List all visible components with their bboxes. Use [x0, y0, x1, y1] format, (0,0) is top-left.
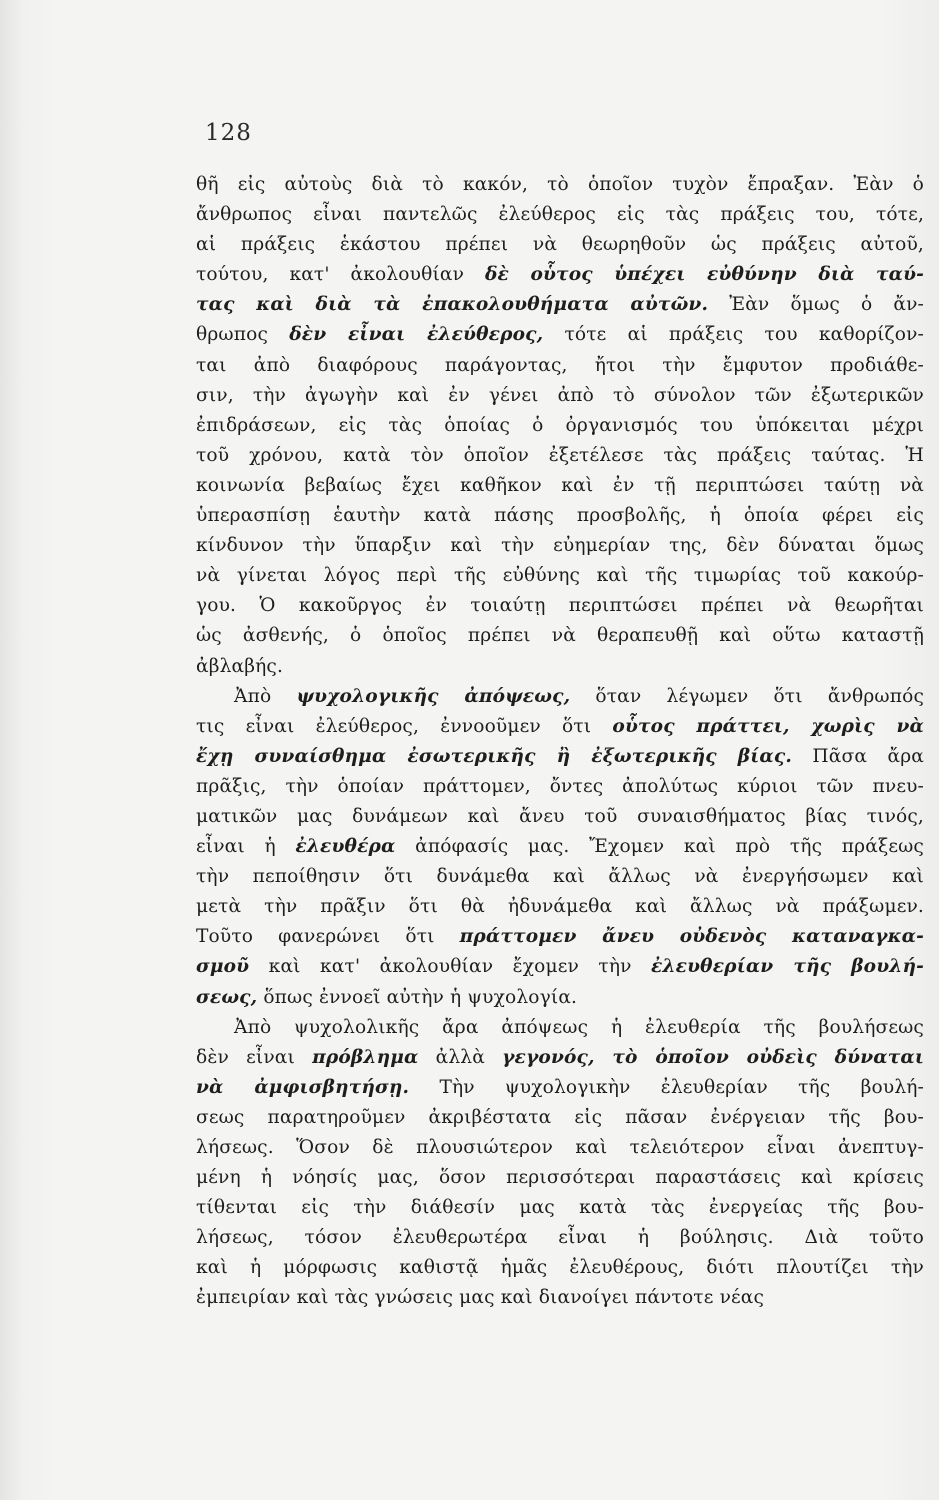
- text-line: [196, 712, 924, 742]
- text-run: σιν, τὴν ἀγωγὴν καὶ ἐν γένει ἀπὸ τὸ σύνολον τῶν ἐξωτερικῶν: [196, 384, 924, 406]
- text-run: Ἀπὸ: [234, 685, 297, 707]
- text-line: [196, 411, 924, 441]
- text-line: [196, 922, 924, 952]
- emphasized-text: οὗτος πράττει, χωρὶς νὰ: [612, 715, 924, 737]
- paragraph: [196, 170, 924, 682]
- paragraph: [196, 1013, 924, 1314]
- text-run: μένη ἡ νόησίς μας, ὅσον περισσότεραι παραστάσεις καὶ κρίσεις: [196, 1167, 924, 1189]
- text-line: [196, 682, 924, 712]
- emphasized-text: δὲ οὗτος ὑπέχει εὐθύνην διὰ ταύ-: [484, 264, 924, 286]
- text-run: τότε αἱ πράξεις του καθορίζον-: [543, 324, 924, 346]
- body-text: [196, 170, 924, 1314]
- text-line: [196, 1133, 924, 1163]
- text-line: [196, 652, 924, 682]
- text-run: ἀπόφασίς μας. Ἔχομεν καὶ πρὸ τῆς πράξεως: [395, 836, 924, 858]
- text-run: θρωπος: [196, 324, 290, 346]
- text-run: ἐμπειρίαν καὶ τὰς γνώσεις μας καὶ διανοίγει πάντοτε νέας: [196, 1287, 765, 1309]
- text-line: [196, 591, 924, 621]
- text-line: [196, 1223, 924, 1253]
- page-number: 128: [205, 120, 252, 146]
- text-run: κοινωνία βεβαίως ἔχει καθῆκον καὶ ἐν τῇ περιπτώσει ταύτῃ νὰ: [196, 474, 924, 496]
- text-line: [196, 983, 924, 1013]
- text-run: Ἐὰν ὅμως ὁ ἄν-: [708, 294, 924, 316]
- text-run: ὅταν λέγωμεν ὅτι ἄνθρωπός: [570, 685, 925, 707]
- text-run: Τοῦτο φανερώνει ὅτι: [196, 926, 460, 948]
- text-run: νὰ γίνεται λόγος περὶ τῆς εὐθύνης καὶ τῆς τιμωρίας τοῦ κακούρ-: [196, 565, 924, 587]
- emphasized-text: νὰ ἀμφισβητήσῃ.: [196, 1076, 410, 1098]
- text-run: δὲν εἶναι: [196, 1046, 313, 1068]
- text-run: ματικῶν μας δυνάμεων καὶ ἄνευ τοῦ συναισθήματος βίας τινός,: [196, 805, 924, 827]
- text-run: τίθενται εἰς τὴν διάθεσίν μας κατὰ τὰς ἐνεργείας τῆς βου-: [196, 1197, 924, 1219]
- text-line: [196, 351, 924, 381]
- text-line: [196, 1043, 924, 1073]
- emphasized-text: ψυχολογικῆς ἀπόψεως,: [296, 685, 571, 707]
- text-line: [196, 1013, 924, 1043]
- text-line: [196, 1253, 924, 1283]
- text-run: λήσεως, τόσον ἐλευθερωτέρα εἶναι ἡ βούλησις. Διὰ τοῦτο: [196, 1227, 924, 1249]
- text-line: [196, 772, 924, 802]
- text-run: γου. Ὁ κακοῦργος ἐν τοιαύτῃ περιπτώσει πρέπει νὰ θεωρῆται: [196, 595, 924, 617]
- text-run: ἄνθρωπος εἶναι παντελῶς ἐλεύθερος εἰς τὰς πράξεις του, τότε,: [196, 204, 924, 226]
- text-run: Πᾶσα ἄρα: [791, 745, 924, 767]
- text-line: [196, 1193, 924, 1223]
- text-line: [196, 952, 924, 982]
- text-line: [196, 1103, 924, 1133]
- emphasized-text: ἐλευθερίαν τῆς βουλή-: [651, 956, 924, 978]
- text-line: [196, 1073, 924, 1103]
- text-run: ἀβλαβής.: [196, 655, 284, 677]
- text-line: [196, 892, 924, 922]
- text-run: αἱ πράξεις ἑκάστου πρέπει νὰ θεωρηθοῦν ὡς πράξεις αὐτοῦ,: [196, 234, 924, 256]
- text-run: θῆ εἰς αὐτοὺς διὰ τὸ κακόν, τὸ ὁποῖον τυχὸν ἔπραξαν. Ἐὰν ὁ: [196, 174, 924, 195]
- text-run: πρᾶξις, τὴν ὁποίαν πράττομεν, ὄντες ἀπολύτως κύριοι τῶν πνευ-: [196, 775, 924, 797]
- text-run: ὑπερασπίσῃ ἑαυτὴν κατὰ πάσης προσβολῆς, ἡ ὁποία φέρει εἰς: [196, 505, 924, 527]
- text-line: [196, 260, 924, 290]
- text-run: μετὰ τὴν πρᾶξιν ὅτι θὰ ἠδυνάμεθα καὶ ἄλλως νὰ πράξωμεν.: [196, 896, 924, 918]
- text-run: καὶ ἡ μόρφωσις καθιστᾷ ἡμᾶς ἐλευθέρους, διότι πλουτίζει τὴν: [196, 1257, 924, 1279]
- text-run: τούτου, κατ' ἀκολουθίαν: [196, 264, 485, 286]
- text-line: [196, 320, 924, 350]
- text-run: σεως παρατηροῦμεν ἀκριβέστατα εἰς πᾶσαν ἐνέργειαν τῆς βου-: [196, 1106, 924, 1128]
- emphasized-text: πράττομεν ἄνευ οὐδενὸς καταναγκα-: [459, 926, 925, 948]
- emphasized-text: σεως,: [196, 986, 258, 1008]
- emphasized-text: πρόβλημα: [312, 1046, 419, 1068]
- text-line: [196, 381, 924, 411]
- text-line: [196, 742, 924, 772]
- text-line: [196, 290, 924, 320]
- paragraph: [196, 682, 924, 1013]
- text-run: εἶναι ἡ: [196, 836, 296, 858]
- text-line: [196, 832, 924, 862]
- text-run: Τὴν ψυχολογικὴν ἐλευθερίαν τῆς βουλή-: [409, 1076, 924, 1098]
- emphasized-text: σμοῦ: [196, 956, 250, 978]
- text-run: καὶ κατ' ἀκολουθίαν ἔχομεν τὴν: [249, 956, 652, 978]
- text-run: Ἀπὸ ψυχολολικῆς ἄρα ἀπόψεως ἡ ἐλευθερία τῆς βουλήσεως: [234, 1016, 924, 1038]
- text-run: λήσεως. Ὅσον δὲ πλουσιώτερον καὶ τελειότερον εἶναι ἀνεπτυγ-: [196, 1137, 924, 1158]
- text-line: [196, 471, 924, 501]
- emphasized-text: ἔχῃ συναίσθημα ἐσωτερικῆς ἢ ἐξωτερικῆς βίας.: [196, 745, 792, 767]
- text-line: [196, 621, 924, 651]
- text-run: ἐπιδράσεων, εἰς τὰς ὁποίας ὁ ὀργανισμός του ὑπόκειται μέχρι: [196, 414, 924, 436]
- emphasized-text: δὲν εἶναι ἐλεύθερος,: [289, 324, 544, 346]
- text-run: ὅπως ἐννοεῖ αὐτὴν ἡ ψυχολογία.: [257, 986, 578, 1008]
- text-line: [196, 561, 924, 591]
- text-line: [196, 1283, 924, 1313]
- text-line: [196, 230, 924, 260]
- text-run: τις εἶναι ἐλεύθερος, ἐννοοῦμεν ὅτι: [196, 715, 613, 737]
- text-run: ται ἀπὸ διαφόρους παράγοντας, ἤτοι τὴν ἔμφυτον προδιάθε-: [196, 354, 924, 376]
- text-line: [196, 531, 924, 561]
- text-line: [196, 862, 924, 892]
- emphasized-text: γεγονός, τὸ ὁποῖον οὐδεὶς δύναται: [502, 1046, 924, 1068]
- text-line: [196, 501, 924, 531]
- text-run: κίνδυνον τὴν ὕπαρξιν καὶ τὴν εὐημερίαν της, δὲν δύναται ὅμως: [196, 535, 924, 557]
- text-run: τὴν πεποίθησιν ὅτι δυνάμεθα καὶ ἄλλως νὰ ἐνεργήσωμεν καὶ: [196, 866, 924, 888]
- text-run: ἀλλὰ: [418, 1046, 503, 1068]
- emphasized-text: ἐλευθέρα: [295, 836, 396, 858]
- text-run: ὡς ἀσθενής, ὁ ὁποῖος πρέπει νὰ θεραπευθῇ καὶ οὕτω καταστῇ: [196, 625, 924, 647]
- text-line: [196, 1163, 924, 1193]
- text-line: [196, 802, 924, 832]
- text-run: τοῦ χρόνου, κατὰ τὸν ὁποῖον ἐξετέλεσε τὰς πράξεις ταύτας. Ἡ: [196, 444, 924, 466]
- emphasized-text: τας καὶ διὰ τὰ ἐπακολουθήματα αὐτῶν.: [196, 294, 709, 316]
- text-line: [196, 200, 924, 230]
- text-line: [196, 170, 924, 200]
- text-line: [196, 441, 924, 471]
